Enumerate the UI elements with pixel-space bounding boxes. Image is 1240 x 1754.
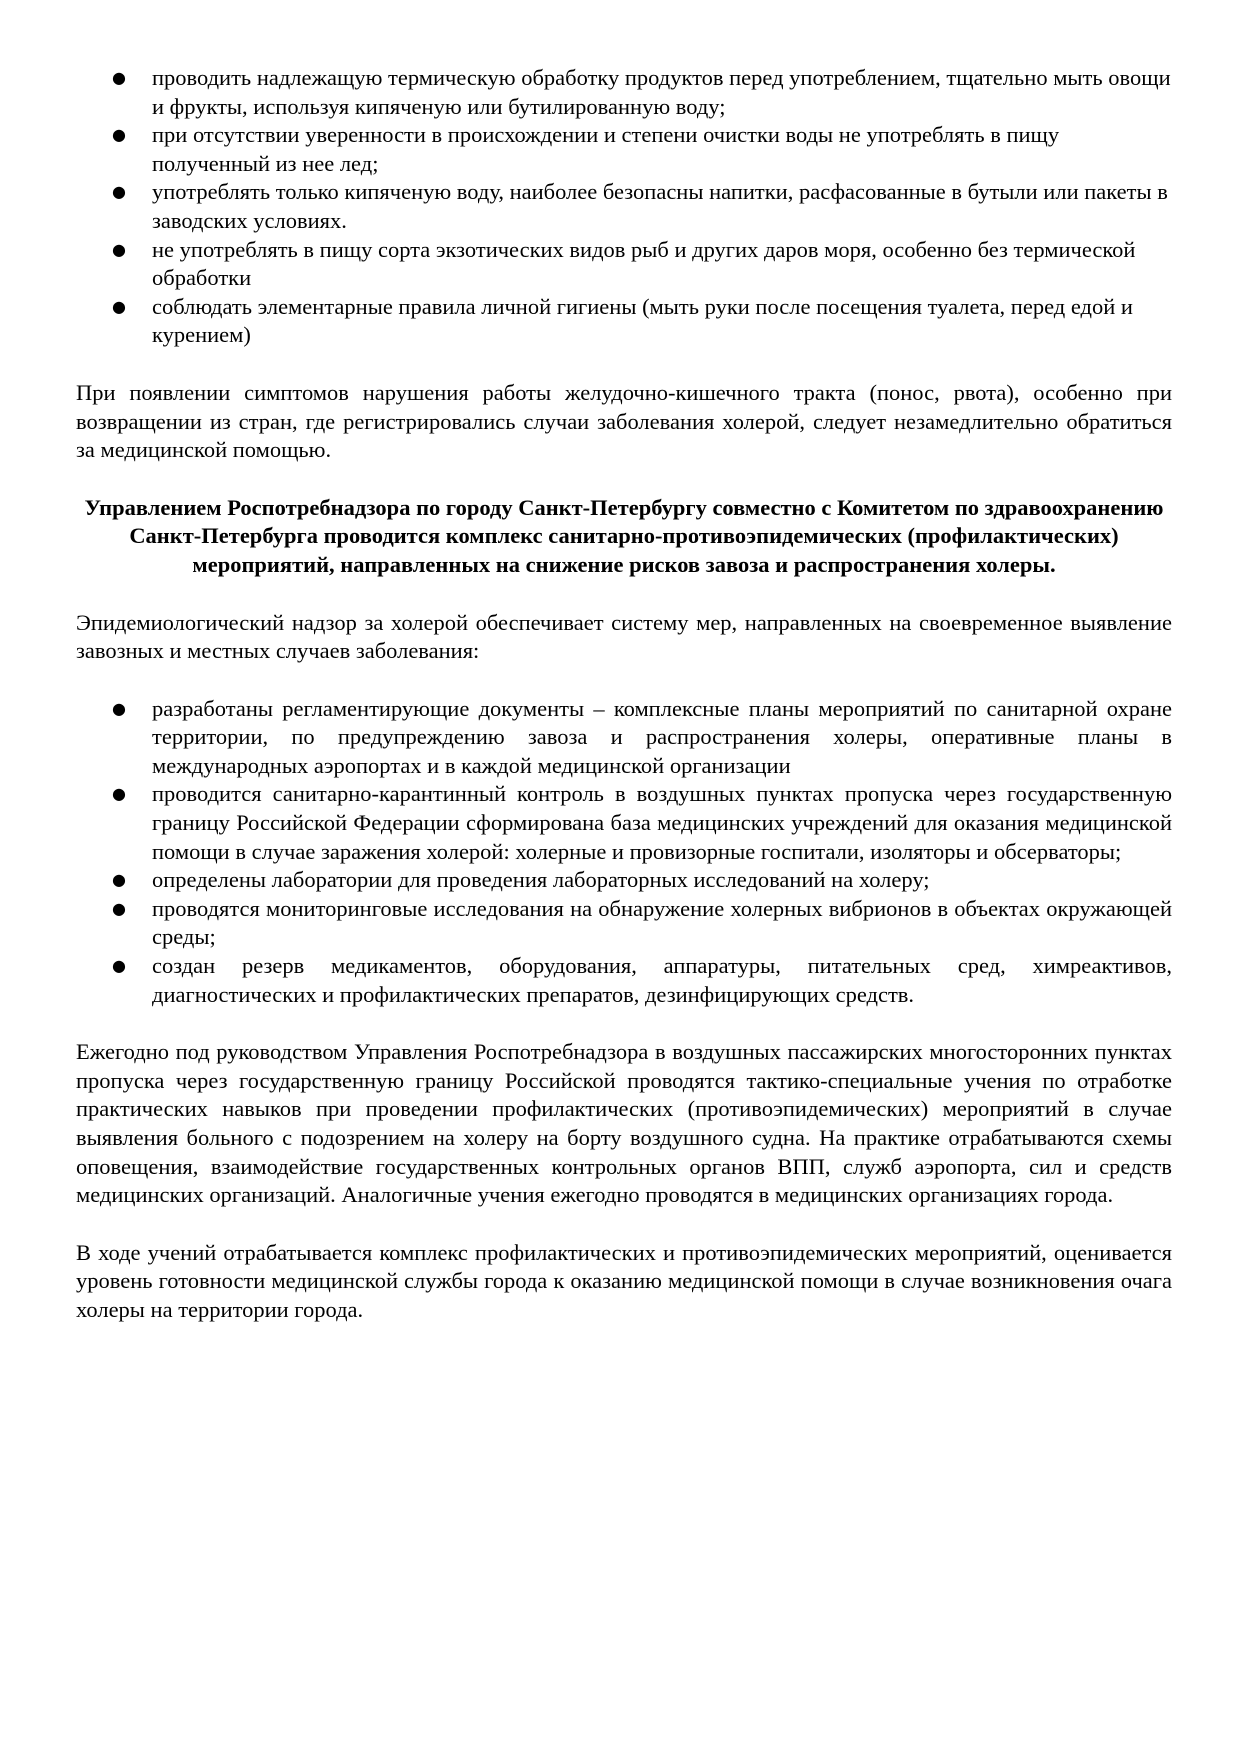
- list-item-text: при отсутствии уверенности в происхождении и степени очистки воды не употреблять в пищу полученный из нее лед;: [152, 122, 1060, 176]
- list-item: [76, 178, 1172, 235]
- bullet-icon: ●: [112, 125, 126, 145]
- spacer: [76, 1009, 1172, 1038]
- spacer: [76, 465, 1172, 494]
- spacer: [76, 580, 1172, 609]
- bullet-icon: ●: [112, 296, 126, 316]
- bullet-icon: ●: [112, 898, 126, 918]
- list-item: [76, 64, 1172, 121]
- list-item-text: создан резерв медикаментов, оборудования, аппаратуры, питательных сред, химреактивов, диагностических и профилактических препаратов, дезинфицирующих средств.: [152, 953, 1172, 1007]
- list-item: [76, 293, 1172, 350]
- bullet-icon: ●: [112, 68, 126, 87]
- prevention-list: [76, 64, 1172, 350]
- list-item-text: разработаны регламентирующие документы – комплексные планы мероприятий по санитарной охране территории, по предупреждению завоза и распространения холеры, оперативные планы в международных аэропортах и в каждой медицинской организации: [152, 695, 1172, 778]
- bullet-icon: ●: [112, 870, 126, 890]
- list-item: [76, 866, 1172, 895]
- exercises-paragraph: Ежегодно под руководством Управления Роспотребнадзора в воздушных пассажирских многосторонних пунктах пропуска через государственную границу Российской проводятся тактико-специальные учения по отработке практических навыков при проведении профилактических (противоэпидемических) мероприятий в случае выявления больного с подозрением на холеру на борту воздушного судна. На практике отрабатываются схемы оповещения, взаимодействие государственных контрольных органов ВПП, служб аэропорта, сил и средств медицинских организаций. Аналогичные учения ежегодно проводятся в медицинских организациях города.: [76, 1039, 1172, 1208]
- list-item-text: проводятся мониторинговые исследования на обнаружение холерных вибрионов в объектах окружающей среды;: [152, 895, 1172, 950]
- list-item: [76, 895, 1172, 952]
- readiness-paragraph: В ходе учений отрабатывается комплекс профилактических и противоэпидемических мероприятий, оценивается уровень готовности медицинской службы города к оказанию медицинской помощи в случае возникновения очага холеры на территории города.: [76, 1239, 1172, 1322]
- list-item-text: не употреблять в пищу сорта экзотических видов рыб и других даров моря, особенно без термической обработки: [152, 236, 1136, 291]
- document-page: [76, 64, 1172, 1325]
- list-item-text: проводить надлежащую термическую обработку продуктов перед употреблением, тщательно мыть овощи и фрукты, используя кипяченую или бутилированную воду;: [152, 65, 1171, 119]
- list-item-text: употреблять только кипяченую воду, наиболее безопасны напитки, расфасованные в бутыли или пакеты в заводских условиях.: [152, 179, 1168, 233]
- bullet-icon: ●: [112, 239, 126, 259]
- symptoms-paragraph: При появлении симптомов нарушения работы желудочно-кишечного тракта (понос, рвота), особенно при возвращении из стран, где регистрировались случаи заболевания холерой, следует незамедлительно обратиться за медицинской помощью.: [76, 379, 1172, 463]
- measures-list: [76, 695, 1172, 1010]
- spacer: [76, 350, 1172, 379]
- list-item-text: соблюдать элементарные правила личной гигиены (мыть руки после посещения туалета, перед едой и курением): [152, 293, 1133, 348]
- spacer: [76, 666, 1172, 695]
- list-item: [76, 695, 1172, 781]
- surveillance-paragraph: Эпидемиологический надзор за холерой обеспечивает систему мер, направленных на своевременное выявление завозных и местных случаев заболевания:: [76, 609, 1172, 664]
- list-item: [76, 236, 1172, 293]
- bullet-icon: ●: [112, 182, 126, 202]
- list-item: [76, 952, 1172, 1009]
- bullet-icon: ●: [112, 698, 126, 718]
- list-item: [76, 780, 1172, 866]
- list-item: [76, 121, 1172, 178]
- spacer: [76, 1210, 1172, 1239]
- list-item-text: определены лаборатории для проведения лабораторных исследований на холеру;: [152, 867, 930, 893]
- bullet-icon: ●: [112, 784, 126, 804]
- bullet-icon: ●: [112, 956, 126, 976]
- section-heading: Управлением Роспотребнадзора по городу Санкт-Петербургу совместно с Комитетом по здравоохранению Санкт-Петербурга проводится комплекс санитарно-противоэпидемических (профилактических) мероприятий, направленных на снижение рисков завоза и распространения холеры.: [84, 494, 1164, 577]
- list-item-text: проводится санитарно-карантинный контроль в воздушных пунктах пропуска через государственную границу Российской Федерации сформирована база медицинских учреждений для оказания медицинской помощи в случае заражения холерой: холерные и провизорные госпитали, изоляторы и обсерваторы;: [152, 781, 1172, 864]
